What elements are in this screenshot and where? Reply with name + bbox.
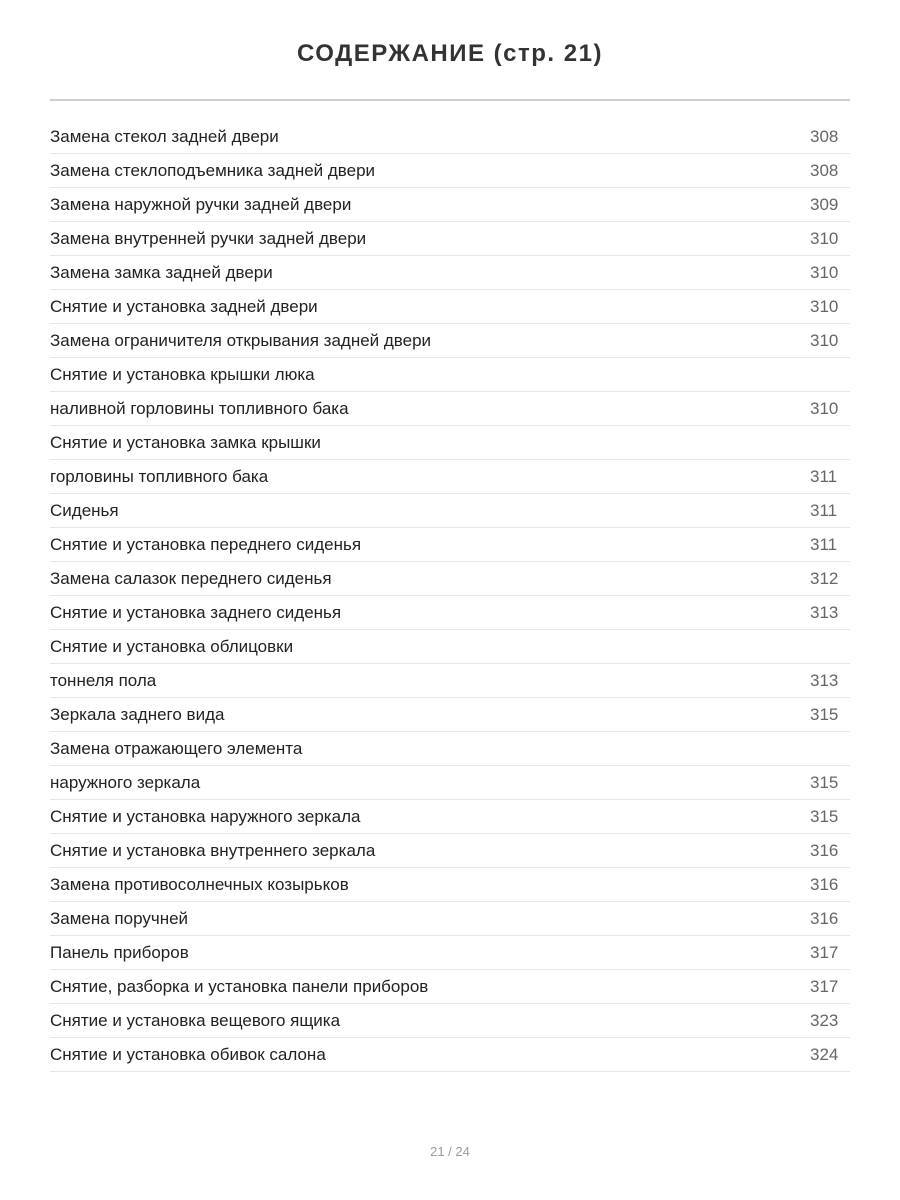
toc-entry-page-number: 313	[810, 670, 839, 690]
toc-entry	[50, 1004, 850, 1038]
toc-entry-page-number: 317	[810, 976, 839, 996]
toc-entry-page-number: 310	[810, 262, 839, 282]
toc-entry	[50, 596, 850, 630]
toc-entry	[50, 426, 850, 460]
toc-entry-page-number: 311	[810, 500, 838, 520]
table-of-contents	[50, 120, 850, 1072]
toc-entry-title: Снятие и установка облицовки	[50, 636, 294, 656]
toc-entry	[50, 494, 850, 528]
toc-entry-title: тоннеля пола	[50, 670, 157, 690]
toc-entry-page-number: 309	[810, 194, 839, 214]
toc-entry-page-number: 310	[810, 228, 839, 248]
toc-entry	[50, 664, 850, 698]
toc-entry-page-number: 315	[810, 704, 839, 724]
toc-entry-page-number: 313	[810, 602, 839, 622]
toc-entry	[50, 392, 850, 426]
toc-entry	[50, 324, 850, 358]
toc-entry	[50, 970, 850, 1004]
toc-entry	[50, 732, 850, 766]
toc-entry-title: горловины топливного бака	[50, 466, 269, 486]
toc-entry	[50, 256, 850, 290]
toc-entry-title: Замена замка задней двери	[50, 262, 273, 282]
toc-entry-title: Замена внутренней ручки задней двери	[50, 228, 367, 248]
toc-entry-title: Снятие и установка крышки люка	[50, 364, 315, 384]
toc-entry-page-number: 312	[810, 568, 839, 588]
toc-entry-page-number: 311	[810, 534, 838, 554]
toc-entry-page-number: 310	[810, 398, 839, 418]
toc-entry-page-number: 311	[810, 466, 838, 486]
toc-entry-title: Зеркала заднего вида	[50, 704, 225, 724]
toc-entry	[50, 834, 850, 868]
page-number-footer: 21 / 24	[430, 1144, 470, 1159]
toc-entry	[50, 188, 850, 222]
toc-entry-title: наливной горловины топливного бака	[50, 398, 349, 418]
toc-entry-page-number: 317	[810, 942, 839, 962]
toc-entry	[50, 936, 850, 970]
toc-entry-title: Замена поручней	[50, 908, 189, 928]
toc-entry-page-number: 324	[810, 1044, 839, 1064]
toc-entry-title: Снятие и установка переднего сиденья	[50, 534, 362, 554]
toc-entry-page-number: 310	[810, 330, 839, 350]
toc-entry	[50, 460, 850, 494]
toc-entry	[50, 868, 850, 902]
toc-entry	[50, 290, 850, 324]
toc-entry	[50, 902, 850, 936]
toc-entry-page-number: 323	[810, 1010, 839, 1030]
toc-entry-page-number: 308	[810, 126, 839, 146]
toc-entry-title: Снятие и установка вещевого ящика	[50, 1010, 341, 1030]
toc-entry-title: Сиденья	[50, 500, 119, 520]
toc-entry-title: Замена стекол задней двери	[50, 126, 279, 146]
toc-entry-page-number: 316	[810, 840, 839, 860]
toc-entry	[50, 1038, 850, 1072]
toc-entry-page-number: 310	[810, 296, 839, 316]
toc-entry-title: Замена ограничителя открывания задней двери	[50, 330, 432, 350]
page-title: СОДЕРЖАНИЕ (стр. 21)	[297, 40, 603, 67]
toc-entry	[50, 222, 850, 256]
toc-entry	[50, 698, 850, 732]
toc-entry-page-number: 315	[810, 772, 839, 792]
toc-entry-title: Снятие и установка задней двери	[50, 296, 318, 316]
toc-entry-title: наружного зеркала	[50, 772, 201, 792]
toc-entry-title: Снятие и установка обивок салона	[50, 1044, 326, 1064]
toc-entry	[50, 358, 850, 392]
toc-entry	[50, 528, 850, 562]
toc-entry-title: Снятие и установка наружного зеркала	[50, 806, 361, 826]
toc-entry	[50, 562, 850, 596]
toc-entry	[50, 800, 850, 834]
toc-entry-page-number: 308	[810, 160, 839, 180]
toc-entry-title: Снятие и установка внутреннего зеркала	[50, 840, 376, 860]
toc-entry-title: Замена отражающего элемента	[50, 738, 303, 758]
toc-entry	[50, 630, 850, 664]
toc-entry-page-number: 315	[810, 806, 839, 826]
toc-entry-title: Замена стеклоподъемника задней двери	[50, 160, 376, 180]
toc-entry-title: Снятие и установка замка крышки	[50, 432, 321, 452]
title-divider	[50, 99, 850, 101]
toc-entry-page-number: 316	[810, 908, 839, 928]
toc-entry-title: Панель приборов	[50, 942, 189, 962]
toc-entry-title: Замена противосолнечных козырьков	[50, 874, 349, 894]
toc-entry-title: Замена салазок переднего сиденья	[50, 568, 332, 588]
toc-entry-title: Снятие, разборка и установка панели приборов	[50, 976, 429, 996]
toc-entry-title: Замена наружной ручки задней двери	[50, 194, 352, 214]
toc-entry	[50, 120, 850, 154]
toc-entry-page-number: 316	[810, 874, 839, 894]
toc-entry	[50, 766, 850, 800]
toc-entry	[50, 154, 850, 188]
toc-entry-title: Снятие и установка заднего сиденья	[50, 602, 342, 622]
